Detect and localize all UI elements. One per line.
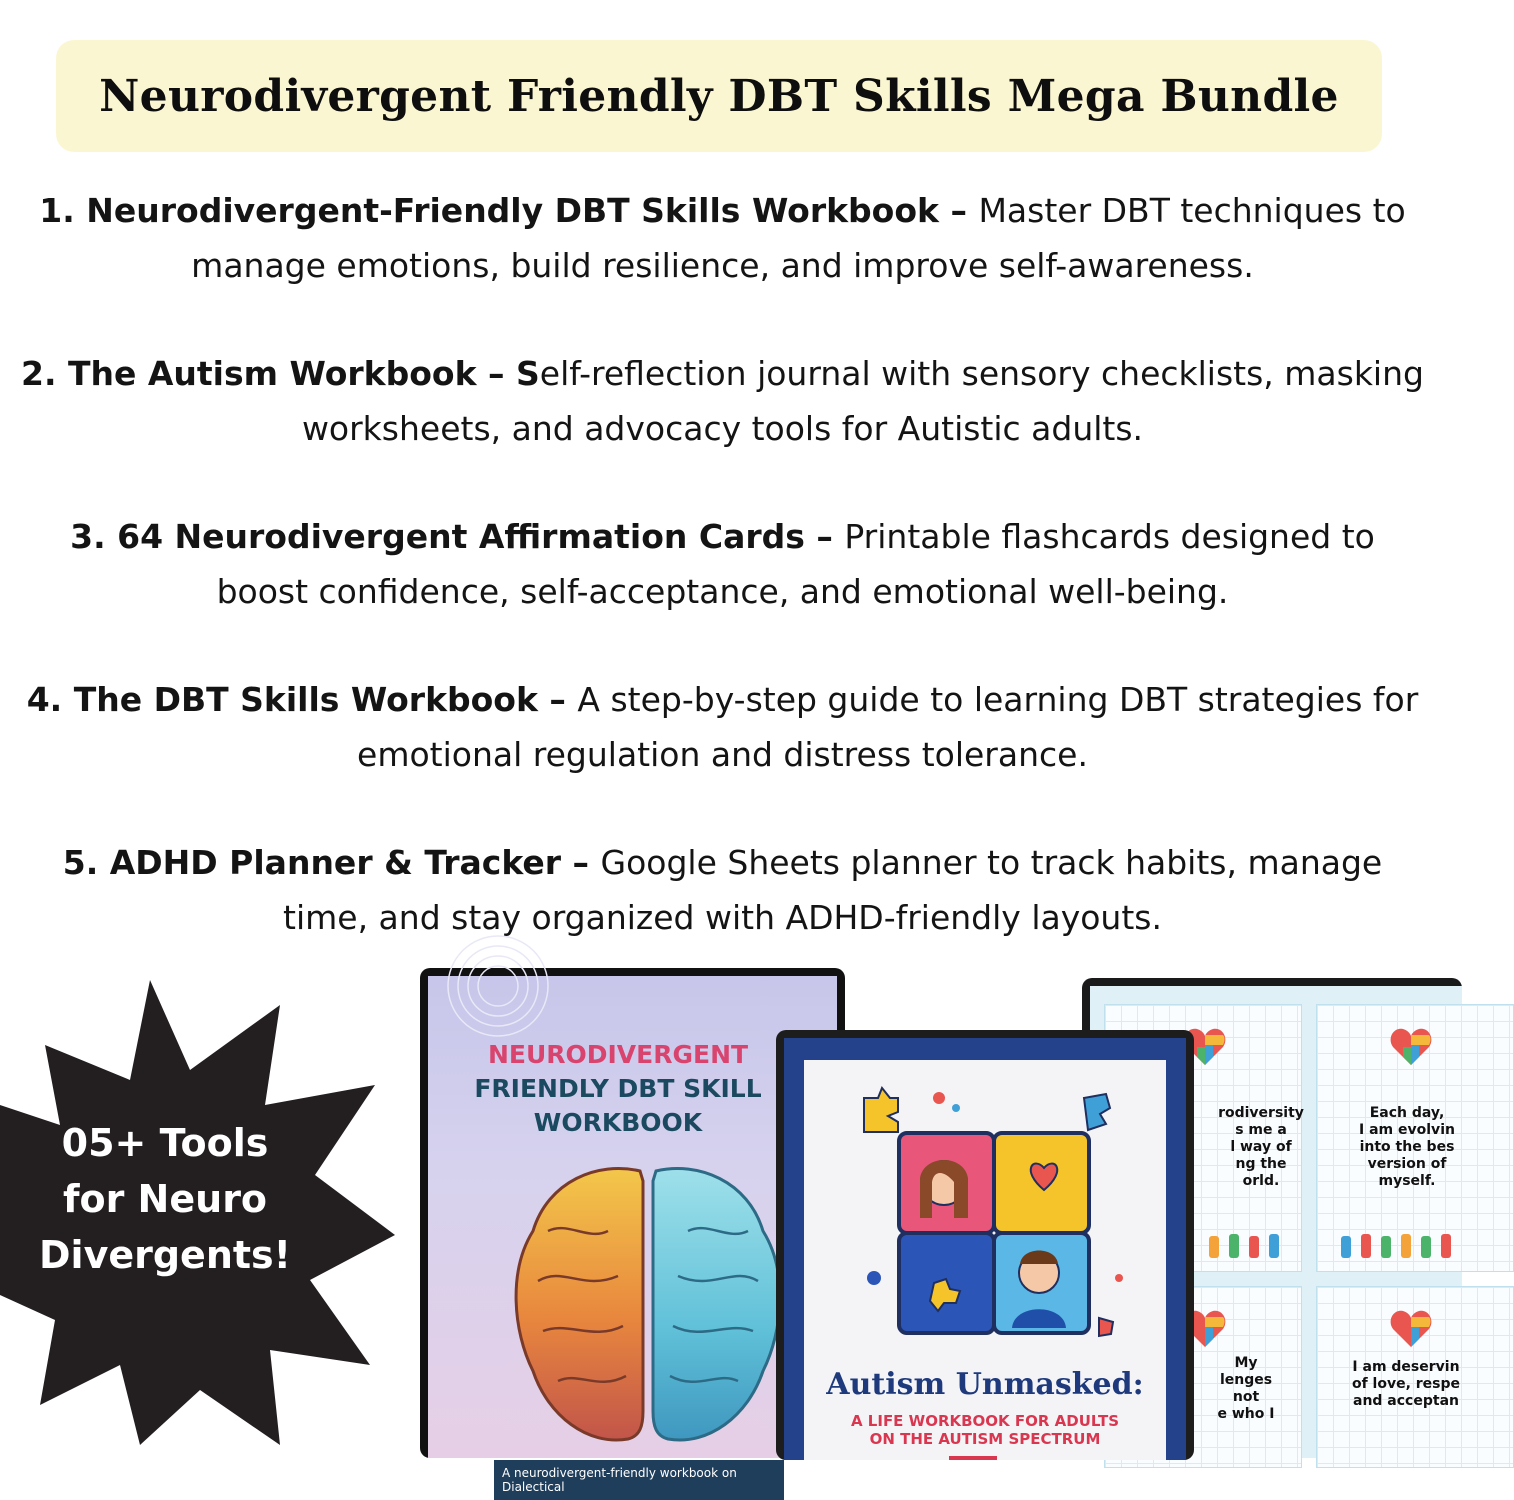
page-title: Neurodivergent Friendly DBT Skills Mega Bundle xyxy=(99,70,1339,122)
affirmation-card xyxy=(1316,1286,1514,1468)
bundle-item-list xyxy=(0,183,1445,998)
heart-puzzle-icon xyxy=(1389,1309,1433,1349)
list-item xyxy=(20,183,1425,293)
list-item xyxy=(20,509,1425,619)
badge-text xyxy=(15,1115,315,1283)
card-line: orld. xyxy=(1242,1173,1280,1189)
autism-workbook-cover xyxy=(776,1030,1194,1460)
cover-subtitle xyxy=(804,1412,1166,1448)
card-line: Each day, xyxy=(1369,1105,1445,1121)
heart-puzzle-icon xyxy=(1389,1027,1433,1067)
card-line: and acceptan xyxy=(1353,1393,1459,1409)
item-name: 3. 64 Neurodivergent Affirmation Cards – xyxy=(70,517,845,556)
item-description: Printable flashcards designed to boost confidence, self-acceptance, and emotional well-being. xyxy=(216,517,1375,611)
card-line: version of xyxy=(1367,1156,1447,1172)
item-name: 5. ADHD Planner & Tracker – xyxy=(62,843,601,882)
card-line: of love, respe xyxy=(1351,1376,1461,1392)
subtitle-line: ON THE AUTISM SPECTRUM xyxy=(869,1430,1101,1448)
card-line: rodiversity xyxy=(1218,1105,1304,1121)
cover-paper xyxy=(804,1060,1166,1460)
card-line: e who I xyxy=(1217,1406,1275,1422)
cover-title-line: FRIENDLY DBT SKILL xyxy=(474,1074,762,1103)
card-line: s me a xyxy=(1235,1122,1287,1138)
item-name: 1. Neurodivergent-Friendly DBT Skills Workbook – xyxy=(39,191,979,230)
hands-icon xyxy=(1337,1230,1477,1260)
hands-icon xyxy=(1205,1230,1295,1260)
badge-line: Divergents! xyxy=(39,1233,291,1277)
puzzle-people-icon xyxy=(844,1078,1144,1358)
list-item xyxy=(20,835,1425,945)
item-description: A step-by-step guide to learning DBT strategies for emotional regulation and distress tolerance. xyxy=(357,680,1419,774)
card-line: not xyxy=(1232,1389,1260,1405)
card-line: I am deservin xyxy=(1352,1359,1460,1375)
list-item xyxy=(20,672,1425,782)
cover-title-line: NEURODIVERGENT xyxy=(487,1040,749,1069)
card-text xyxy=(1201,1355,1291,1423)
cover-title-line: WORKBOOK xyxy=(533,1108,703,1137)
title-banner xyxy=(56,40,1382,152)
badge-line: for Neuro xyxy=(62,1177,268,1221)
card-line: My xyxy=(1234,1355,1258,1371)
item-description: Master DBT techniques to manage emotions, build resilience, and improve self-awareness. xyxy=(191,191,1406,285)
card-line: l way of xyxy=(1230,1139,1292,1155)
card-text xyxy=(1337,1105,1477,1190)
item-description: elf-reflection journal with sensory checklists, masking worksheets, and advocacy tools for Autistic adults. xyxy=(301,354,1424,448)
card-text xyxy=(1201,1105,1321,1190)
cover-footer: A neurodivergent-friendly workbook on Dialectical xyxy=(494,1460,784,1500)
card-line: into the bes xyxy=(1359,1139,1455,1155)
cover-frame xyxy=(784,1038,1186,1460)
list-item xyxy=(20,346,1425,456)
subtitle-line: A LIFE WORKBOOK FOR ADULTS xyxy=(850,1412,1120,1430)
item-name: 4. The DBT Skills Workbook – xyxy=(26,680,578,719)
cover-title: Autism Unmasked: xyxy=(826,1367,1144,1402)
affirmation-card xyxy=(1316,1004,1514,1272)
brain-icon xyxy=(508,1161,788,1451)
item-description: Google Sheets planner to track habits, manage time, and stay organized with ADHD-friendly layouts. xyxy=(283,843,1383,937)
badge-line: 05+ Tools xyxy=(61,1121,269,1165)
card-line: lenges xyxy=(1219,1372,1273,1388)
card-line: ng the xyxy=(1235,1156,1287,1172)
item-name: 2. The Autism Workbook – S xyxy=(21,354,540,393)
card-line: I am evolvin xyxy=(1359,1122,1455,1138)
divider xyxy=(949,1456,997,1460)
card-text xyxy=(1331,1359,1481,1410)
card-line: myself. xyxy=(1378,1173,1436,1189)
